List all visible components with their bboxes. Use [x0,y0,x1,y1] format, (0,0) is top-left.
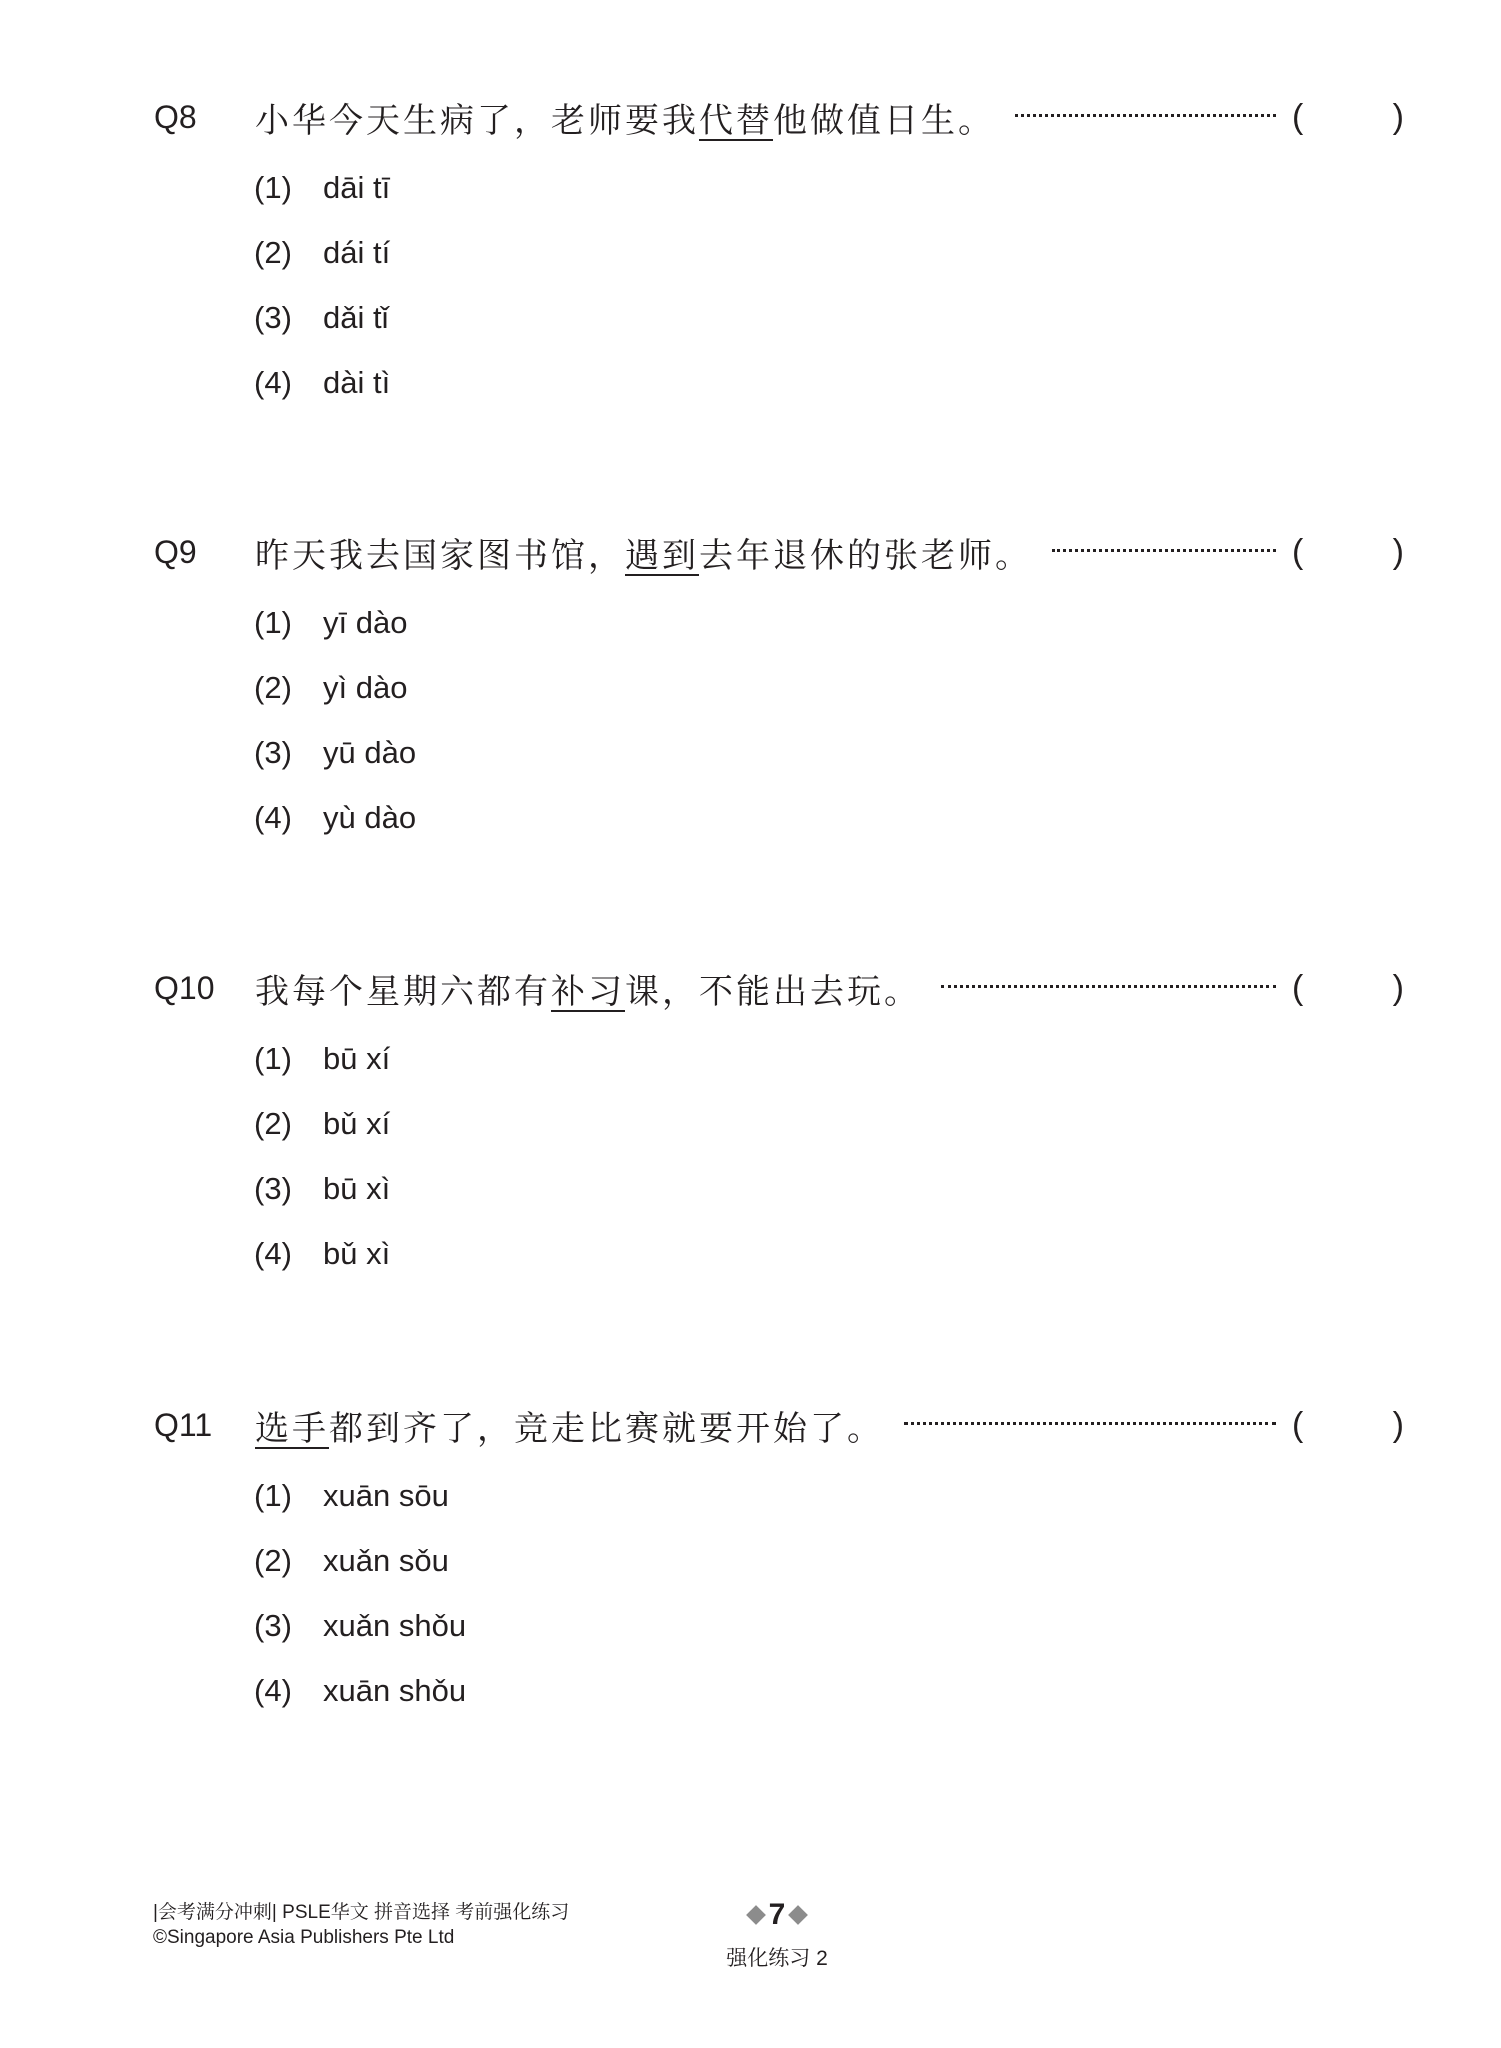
question-q10 [154,963,1404,1286]
option-pinyin: xuǎn shǒu [323,1607,467,1643]
option[interactable] [254,155,1404,220]
copyright: ©Singapore Asia Publishers Pte Ltd [153,1927,455,1948]
option-pinyin: dǎi tǐ [323,299,389,335]
diamond-icon [788,1905,808,1925]
option-pinyin: bǔ xí [323,1105,391,1141]
option[interactable] [254,1156,1404,1221]
option[interactable] [254,590,1404,655]
question-text: 昨天我去国家图书馆，遇到去年退休的张老师。 [255,535,1032,576]
option[interactable] [254,785,1404,850]
dotted-leader [904,1422,1276,1425]
option-number: (4) [254,1672,292,1708]
option-number: (4) [254,799,292,835]
option[interactable] [254,1593,1404,1658]
option[interactable] [254,285,1404,350]
option[interactable] [254,655,1404,720]
question-number: Q9 [154,533,197,570]
option-number: (4) [254,364,292,400]
question-q9 [154,527,1404,850]
question-number: Q8 [154,98,197,135]
series-title: |会考满分冲刺| PSLE华文 拼音选择 考前强化练习 [153,1902,570,1923]
question-text: 我每个星期六都有补习课，不能出去玩。 [255,971,921,1012]
options-list [254,590,1404,850]
dotted-leader [941,985,1276,988]
option[interactable] [254,1026,1404,1091]
option-pinyin: bū xí [323,1040,391,1076]
option[interactable] [254,220,1404,285]
dotted-leader [1052,549,1276,552]
option[interactable] [254,1221,1404,1286]
options-list [254,1026,1404,1286]
footer-publication [153,1900,569,1950]
option-number: (1) [254,1040,292,1076]
section-label: 强化练习 2 [726,1947,828,1970]
question-number: Q10 [154,969,215,1006]
option-pinyin: xuān sōu [323,1477,449,1513]
option-pinyin: xuān shǒu [323,1672,467,1708]
answer-blank[interactable]: ( ) [1292,968,1404,1007]
option-number: (2) [254,1542,292,1578]
option[interactable] [254,350,1404,415]
option-pinyin: yù dào [323,799,417,835]
question-q8 [154,92,1404,415]
page-number-text: 7 [768,1898,786,1931]
option-pinyin: yì dào [323,669,408,705]
dotted-leader [1015,114,1276,117]
option[interactable] [254,1528,1404,1593]
option-pinyin: yī dào [323,604,408,640]
option-pinyin: yū dào [323,734,417,770]
question-number: Q11 [154,1406,213,1443]
option-number: (2) [254,234,292,270]
option[interactable] [254,1463,1404,1528]
option-pinyin: dài tì [323,364,391,400]
options-list [254,1463,1404,1723]
option[interactable] [254,720,1404,785]
underlined-word: 补习 [551,971,625,1012]
option-number: (1) [254,1477,292,1513]
option[interactable] [254,1658,1404,1723]
option-number: (4) [254,1235,292,1271]
answer-blank[interactable]: ( ) [1292,1405,1404,1444]
option-number: (3) [254,734,292,770]
answer-blank[interactable]: ( ) [1292,97,1404,136]
underlined-word: 选手 [255,1408,329,1449]
option-number: (3) [254,1170,292,1206]
option-pinyin: dāi tī [323,169,391,205]
option-number: (1) [254,169,292,205]
answer-blank[interactable]: ( ) [1292,532,1404,571]
option-pinyin: bū xì [323,1170,391,1206]
option-number: (3) [254,299,292,335]
option-number: (2) [254,1105,292,1141]
option[interactable] [254,1091,1404,1156]
option-number: (3) [254,1607,292,1643]
question-q11 [154,1400,1404,1723]
underlined-word: 代替 [699,100,773,141]
option-pinyin: xuǎn sǒu [323,1542,449,1578]
page-number [737,1898,817,1932]
option-number: (1) [254,604,292,640]
option-number: (2) [254,669,292,705]
option-pinyin: dái tí [323,234,391,270]
option-pinyin: bǔ xì [323,1235,391,1271]
question-text: 选手都到齐了，竞走比赛就要开始了。 [255,1408,884,1449]
underlined-word: 遇到 [625,535,699,576]
question-text: 小华今天生病了，老师要我代替他做值日生。 [255,100,995,141]
diamond-icon [746,1905,766,1925]
options-list [254,155,1404,415]
